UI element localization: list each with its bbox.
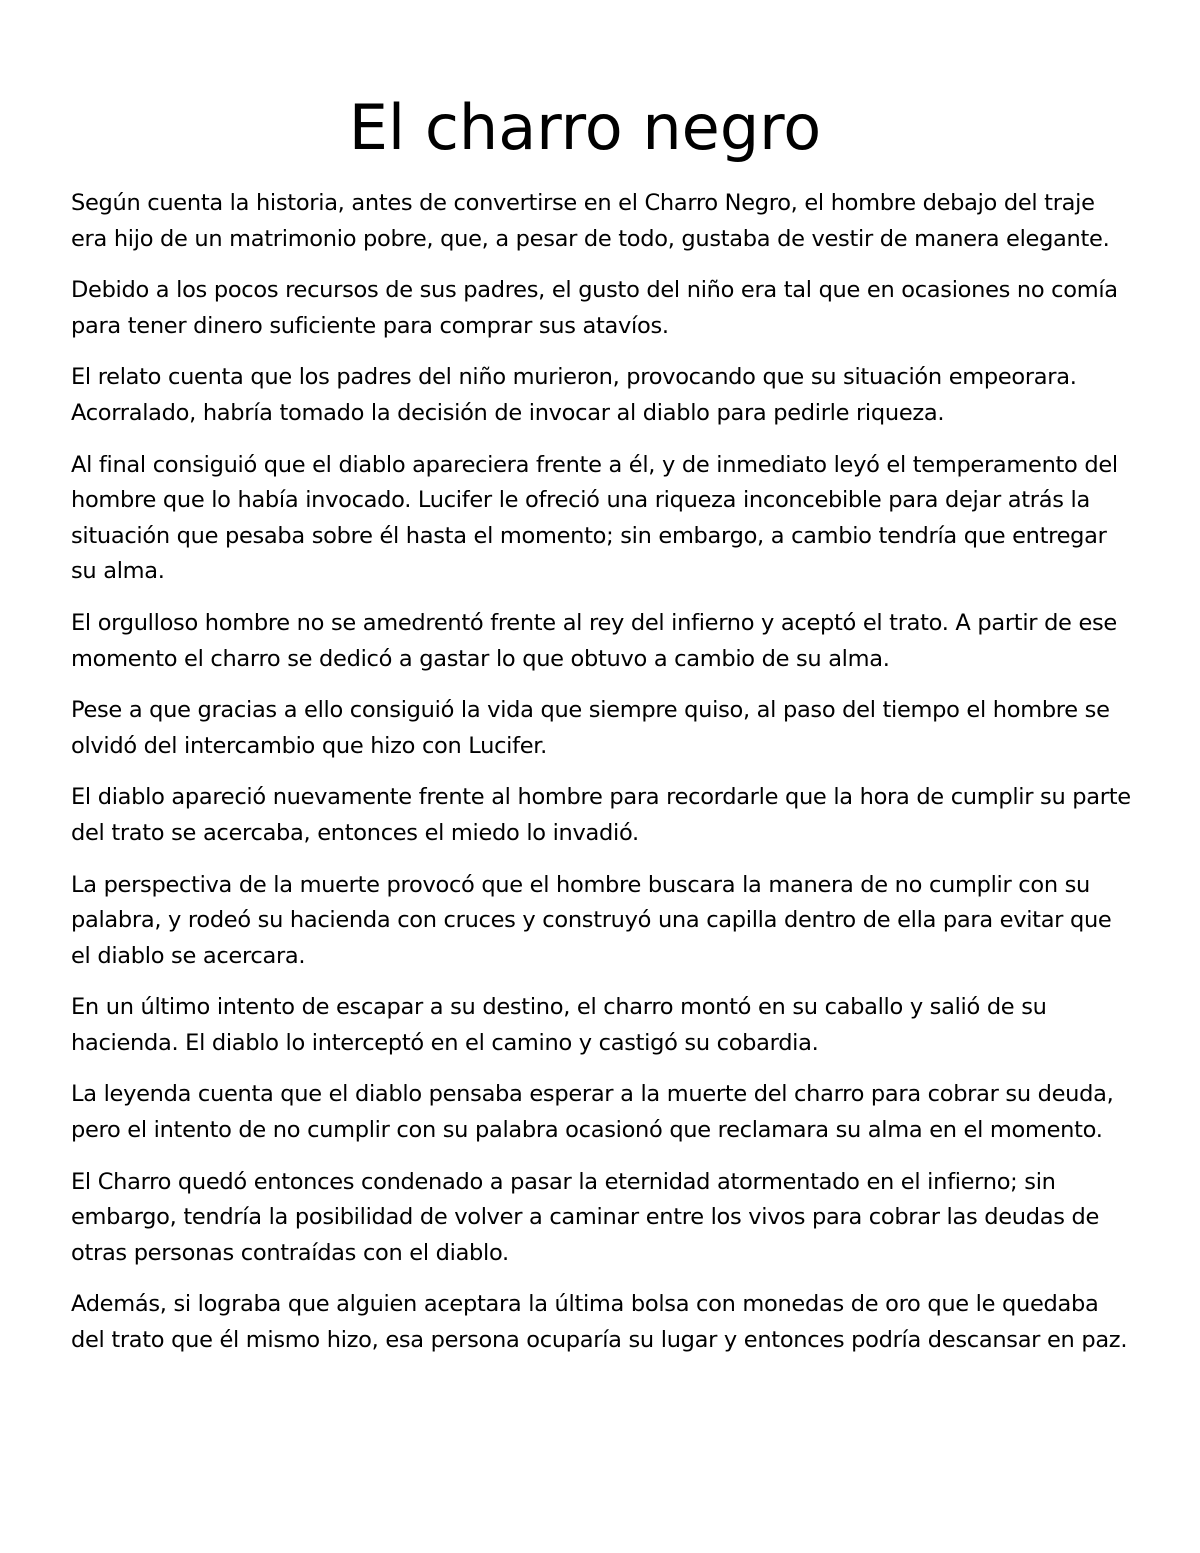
paragraph-3: El relato cuenta que los padres del niño murieron, provocando que su situación empeorara. Acorralado, habría tomado la decisión de invocar al diablo para pedirle riqueza. — [71, 364, 1077, 426]
paragraph-9: En un último intento de escapar a su destino, el charro montó en su caballo y salió de su hacienda. El diablo lo interceptó en el camino y castigó su cobardia. — [71, 994, 1047, 1056]
paragraph-7: El diablo apareció nuevamente frente al hombre para recordarle que la hora de cumplir su parte del trato se acercaba, entonces el miedo lo invadió. — [71, 784, 1131, 846]
document-title: El charro negro — [348, 91, 822, 164]
paragraph-8: La perspectiva de la muerte provocó que el hombre buscara la manera de no cumplir con su palabra, y rodeó su hacienda con cruces y construyó una capilla dentro de ella para evitar que el diablo se acercara. — [71, 871, 1112, 969]
paragraph-12: Además, si lograba que alguien aceptara la última bolsa con monedas de oro que le quedaba del trato que él mismo hizo, esa persona ocuparía su lugar y entonces podría descansar en paz. — [71, 1291, 1128, 1354]
paragraph-1: Según cuenta la historia, antes de convertirse en el Charro Negro, el hombre debajo del traje era hijo de un matrimonio pobre, que, a pesar de todo, gustaba de vestir de manera elegante. — [71, 190, 1110, 252]
document-body — [71, 186, 1133, 1375]
paragraph-4: Al final consiguió que el diablo apareciera frente a él, y de inmediato leyó el temperamento del hombre que lo había invocado. Lucifer le ofreció una riqueza inconcebible para dejar atrás la situación que pesaba sobre él hasta el momento; sin embargo, a cambio tendría que entregar su alma. — [71, 451, 1118, 585]
paragraph-5: El orgulloso hombre no se amedrentó frente al rey del infierno y aceptó el trato. A partir de ese momento el charro se dedicó a gastar lo que obtuvo a cambio de su alma. — [71, 609, 1117, 672]
paragraph-2: Debido a los pocos recursos de sus padres, el gusto del niño era tal que en ocasiones no comía para tener dinero suficiente para comprar sus atavíos. — [71, 277, 1118, 339]
paragraph-11: El Charro quedó entonces condenado a pasar la eternidad atormentado en el infierno; sin embargo, tendría la posibilidad de volver a caminar entre los vivos para cobrar las deudas de otras personas contraídas con el diablo. — [71, 1168, 1100, 1266]
paragraph-6: Pese a que gracias a ello consiguió la vida que siempre quiso, al paso del tiempo el hombre se olvidó del intercambio que hizo con Lucifer. — [71, 697, 1110, 759]
paragraph-10: La leyenda cuenta que el diablo pensaba esperar a la muerte del charro para cobrar su deuda, pero el intento de no cumplir con su palabra ocasionó que reclamara su alma en el momento. — [71, 1081, 1114, 1144]
